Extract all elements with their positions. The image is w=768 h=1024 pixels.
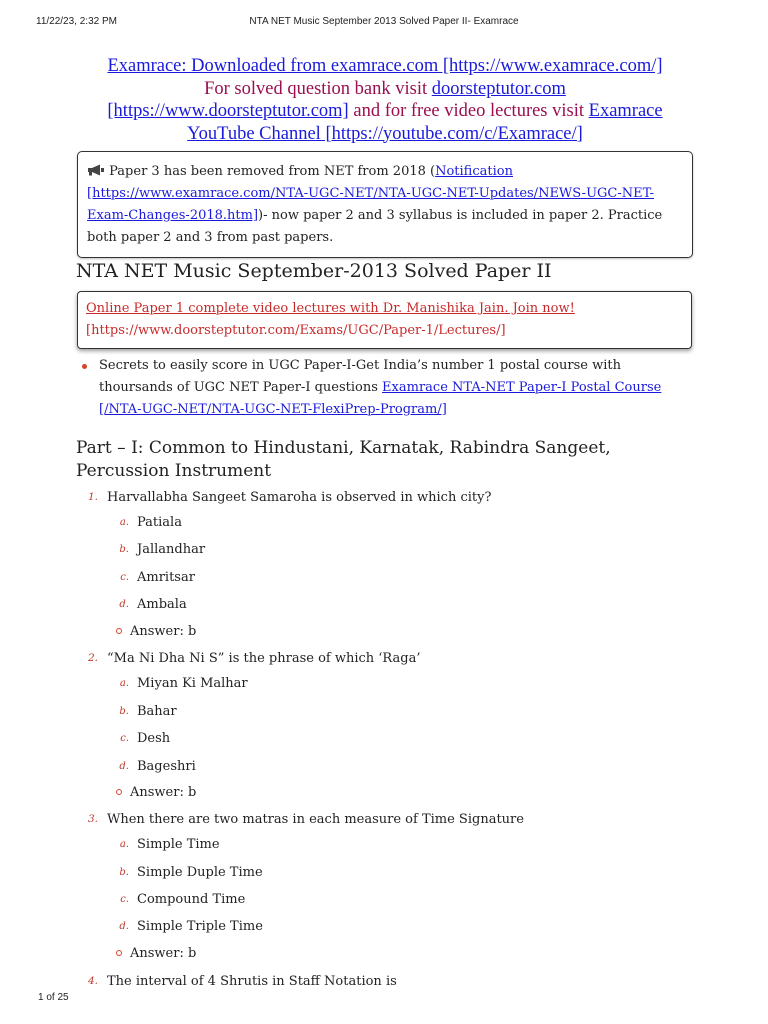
- option-letter: c.: [120, 894, 129, 905]
- promo-url: [https://www.doorsteptutor.com/Exams/UGC/Paper-1/Lectures/]: [86, 323, 506, 338]
- option-text: Amritsar: [137, 570, 195, 585]
- question-text: “Ma Ni Dha Ni S” is the phrase of which ‘Raga’: [107, 651, 421, 666]
- promo-box: [77, 291, 692, 349]
- option-item: [0, 731, 768, 749]
- postal-course-bullet: [80, 355, 680, 421]
- option-text: Bageshri: [137, 759, 196, 774]
- youtube-channel-link[interactable]: YouTube Channel [https://youtube.com/c/Examrace/]: [187, 123, 583, 144]
- bullet-dot: [82, 364, 87, 369]
- option-item: [0, 919, 768, 937]
- notice-text-after: )- now paper 2 and 3 syllabus is included in paper 2. Practice both paper 2 and 3 from past papers.: [87, 208, 663, 245]
- notice-text-before: Paper 3 has been removed from NET from 2018 (: [109, 164, 436, 179]
- banner-video-text: and for free video lectures visit: [348, 101, 589, 121]
- option-text: Simple Time: [137, 837, 220, 852]
- question-text: When there are two matras in each measure of Time Signature: [107, 812, 524, 827]
- question-number: 1.: [87, 491, 98, 503]
- notification-link[interactable]: Notification [https://www.examrace.com/NTA-UGC-NET/NTA-UGC-NET-Updates/NEWS-UGC-NET-Exam-Changes-2018.htm]: [87, 164, 654, 223]
- option-letter: a.: [119, 839, 129, 850]
- answer-bullet-icon: [116, 789, 122, 795]
- examrace-banner: [80, 55, 690, 145]
- option-letter: b.: [119, 867, 129, 878]
- banner-solved-text: For solved question bank visit: [204, 78, 432, 99]
- option-item: [0, 597, 768, 615]
- doorsteptutor-url-link[interactable]: [https://www.doorsteptutor.com]: [107, 101, 349, 121]
- page-counter: 1 of 25: [38, 992, 69, 1003]
- answer-text: Answer: b: [130, 624, 197, 639]
- examrace-youtube-link[interactable]: Examrace: [588, 101, 663, 121]
- question-number: 4.: [87, 975, 98, 987]
- answer-item: [0, 946, 768, 964]
- option-letter: a.: [119, 678, 129, 689]
- option-letter: d.: [119, 599, 129, 610]
- print-header: [0, 16, 768, 30]
- option-item: [0, 892, 768, 910]
- option-text: Desh: [137, 731, 171, 746]
- option-text: Patiala: [137, 515, 182, 530]
- option-item: [0, 865, 768, 883]
- option-item: [0, 704, 768, 722]
- megaphone-icon: [87, 164, 105, 179]
- answer-item: [0, 624, 768, 642]
- section-heading: Part – I: Common to Hindustani, Karnatak, Rabindra Sangeet, Percussion Instrument: [76, 438, 611, 481]
- option-text: Jallandhar: [137, 542, 206, 557]
- option-text: Simple Triple Time: [137, 919, 263, 934]
- answer-bullet-icon: [116, 628, 122, 634]
- answer-bullet-icon: [116, 950, 122, 956]
- option-text: Compound Time: [137, 892, 246, 907]
- postal-course-link[interactable]: Examrace NTA-NET Paper-I Postal Course [/NTA-UGC-NET/NTA-UGC-NET-FlexiPrep-Program/]: [99, 380, 662, 417]
- option-letter: a.: [119, 517, 129, 528]
- option-item: [0, 515, 768, 533]
- answer-item: [0, 785, 768, 803]
- option-letter: c.: [120, 572, 129, 583]
- examrace-home-link[interactable]: Examrace: Downloaded from examrace.com [https://www.examrace.com/]: [107, 56, 663, 76]
- option-item: [0, 542, 768, 560]
- answer-text: Answer: b: [130, 946, 197, 961]
- option-text: Ambala: [137, 597, 187, 612]
- paper1-lectures-link[interactable]: Online Paper 1 complete video lectures with Dr. Manishika Jain. Join now!: [86, 301, 575, 316]
- question-number: 3.: [87, 813, 98, 825]
- question-text: Harvallabha Sangeet Samaroha is observed in which city?: [107, 490, 492, 505]
- option-text: Simple Duple Time: [137, 865, 263, 880]
- question-text: The interval of 4 Shrutis in Staff Notation is: [107, 974, 397, 989]
- option-letter: d.: [119, 761, 129, 772]
- option-item: [0, 676, 768, 694]
- option-item: [0, 837, 768, 855]
- print-datetime: 11/22/23, 2:32 PM: [36, 16, 117, 27]
- option-letter: b.: [119, 544, 129, 555]
- option-item: [0, 570, 768, 588]
- question-number: 2.: [87, 652, 98, 664]
- paper3-notice-box: [77, 151, 693, 258]
- print-page-title: NTA NET Music September 2013 Solved Paper II- Examrace: [249, 16, 519, 27]
- postal-course-text: Secrets to easily score in UGC Paper-I-Get India’s number 1 postal course with thoursands of UGC NET Paper-I questions: [99, 358, 621, 395]
- doorsteptutor-link[interactable]: doorsteptutor.com: [431, 78, 566, 99]
- page-title: NTA NET Music September-2013 Solved Paper II: [76, 260, 552, 282]
- option-letter: d.: [119, 921, 129, 932]
- option-letter: c.: [120, 733, 129, 744]
- option-text: Miyan Ki Malhar: [137, 676, 248, 691]
- option-item: [0, 759, 768, 777]
- option-letter: b.: [119, 706, 129, 717]
- option-text: Bahar: [137, 704, 177, 719]
- answer-text: Answer: b: [130, 785, 197, 800]
